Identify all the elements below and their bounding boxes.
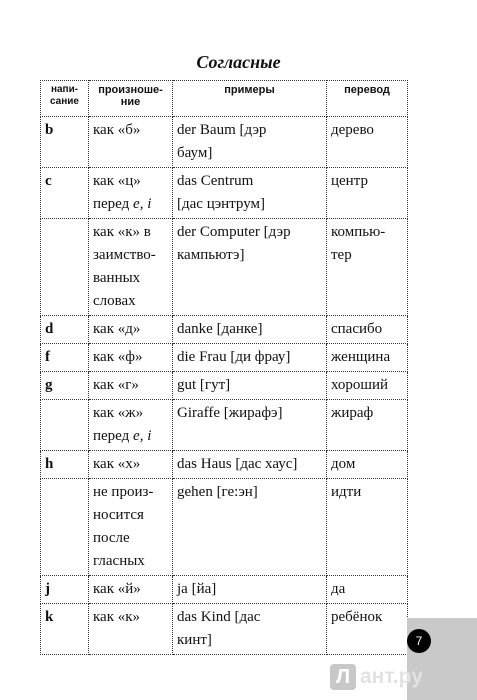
pronunciation-cell: как «ф»	[89, 344, 173, 372]
translation-cell: дом	[327, 451, 408, 479]
pronunciation-cell: как «ж» перед e, i	[89, 400, 173, 451]
page-number-badge: 7	[407, 629, 431, 653]
example-cell: ja [йа]	[173, 576, 327, 604]
letter-cell: d	[41, 316, 89, 344]
table-row	[41, 117, 408, 168]
letter-cell	[41, 400, 89, 451]
table-row	[41, 604, 408, 655]
pronunciation-cell: как «г»	[89, 372, 173, 400]
translation-cell: дерево	[327, 117, 408, 168]
header-translation: перевод	[327, 81, 408, 117]
header-letter: напи- сание	[41, 81, 89, 117]
table-row	[41, 576, 408, 604]
translation-cell: да	[327, 576, 408, 604]
translation-cell: центр	[327, 168, 408, 219]
watermark-logo-icon: Л	[330, 664, 356, 690]
translation-cell: идти	[327, 479, 408, 576]
pronunciation-cell: не произ- носится после гласных	[89, 479, 173, 576]
translation-cell: жираф	[327, 400, 408, 451]
table-row	[41, 372, 408, 400]
pronunciation-cell: как «к»	[89, 604, 173, 655]
example-cell: das Kind [дас кинт]	[173, 604, 327, 655]
header-pronunciation: произноше- ние	[89, 81, 173, 117]
letter-cell: h	[41, 451, 89, 479]
translation-cell: женщина	[327, 344, 408, 372]
letter-cell: c	[41, 168, 89, 219]
table-header-row	[41, 81, 408, 117]
section-title: Согласные	[196, 52, 281, 72]
pronunciation-cell: как «б»	[89, 117, 173, 168]
letter-cell	[41, 479, 89, 576]
table-row	[41, 400, 408, 451]
letter-cell: g	[41, 372, 89, 400]
letter-cell: j	[41, 576, 89, 604]
translation-cell: хороший	[327, 372, 408, 400]
header-examples: примеры	[173, 81, 327, 117]
pronunciation-cell: как «й»	[89, 576, 173, 604]
letter-cell: k	[41, 604, 89, 655]
letter-cell: f	[41, 344, 89, 372]
pronunciation-cell: как «х»	[89, 451, 173, 479]
table-row	[41, 219, 408, 316]
translation-cell: ребёнок	[327, 604, 408, 655]
translation-cell: компью- тер	[327, 219, 408, 316]
pronunciation-cell: как «ц» перед е, i	[89, 168, 173, 219]
example-cell: der Baum [дэр баум]	[173, 117, 327, 168]
table-row	[41, 344, 408, 372]
example-cell: das Haus [дас хаус]	[173, 451, 327, 479]
example-cell: das Centrum [дас цэнтрум]	[173, 168, 327, 219]
example-cell: Giraffe [жирафэ]	[173, 400, 327, 451]
table-row	[41, 451, 408, 479]
letter-cell	[41, 219, 89, 316]
translation-cell: спасибо	[327, 316, 408, 344]
example-cell: die Frau [ди фрау]	[173, 344, 327, 372]
table-row	[41, 168, 408, 219]
pronunciation-cell: как «к» в заимство- ванных словах	[89, 219, 173, 316]
table-row	[41, 479, 408, 576]
table-row	[41, 316, 408, 344]
watermark-text: ант.ру	[360, 665, 423, 688]
example-cell: gut [гут]	[173, 372, 327, 400]
example-cell: gehen [ге:эн]	[173, 479, 327, 576]
pronunciation-cell: как «д»	[89, 316, 173, 344]
consonants-table	[40, 80, 408, 655]
example-cell: danke [данке]	[173, 316, 327, 344]
example-cell: der Computer [дэр кампьютэ]	[173, 219, 327, 316]
letter-cell: b	[41, 117, 89, 168]
